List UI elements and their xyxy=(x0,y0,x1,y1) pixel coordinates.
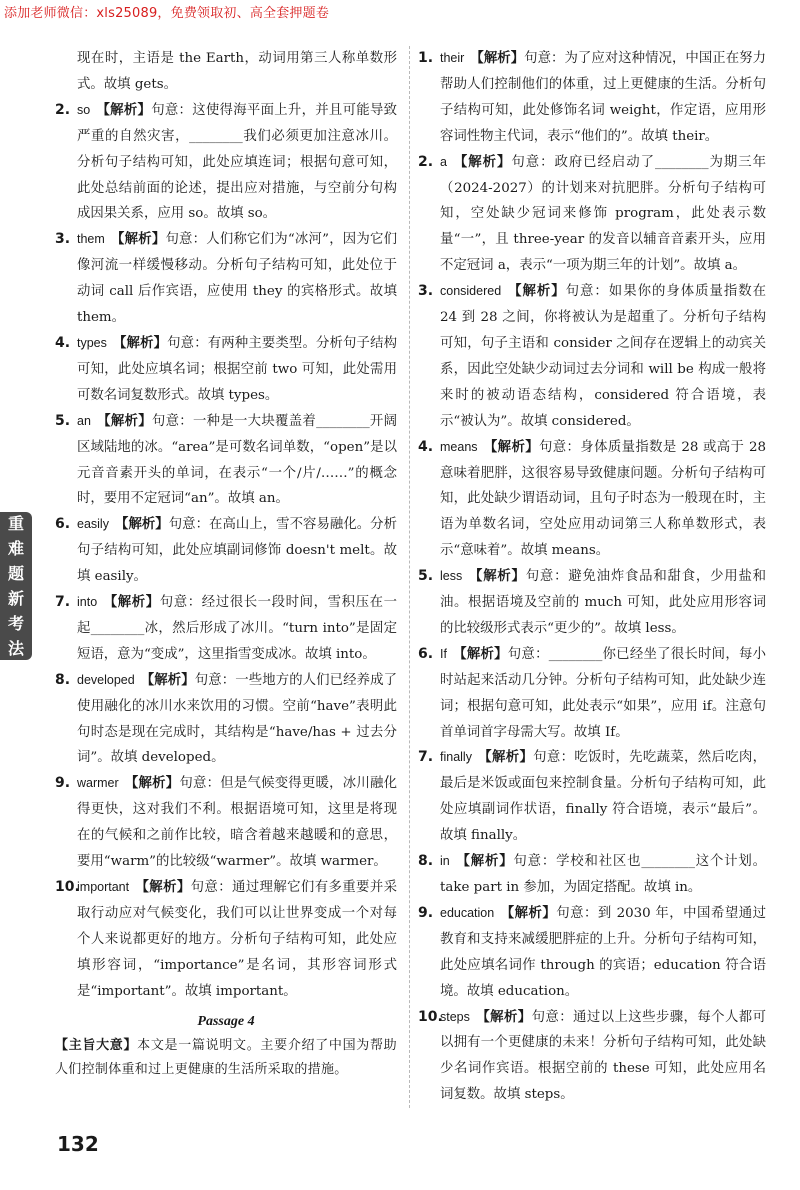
item-number: 9. xyxy=(418,904,434,921)
answer-word: so xyxy=(77,102,91,117)
answer-word: less xyxy=(440,569,463,584)
analysis-text: 句意：为了应对这种情况，中国正在努力帮助人们控制他们的体重，过上更健康的生活。分析句子结构可知，此处修饰名词 weight，作定语，应用形容词性物主代词，表示“他们的”。故填 their。 xyxy=(440,51,767,144)
analysis-text: 句意：有两种主要类型。分析句子结构可知，此处应填名词；根据空前 two 可知，此处需用可数名词复数形式。故填 types。 xyxy=(77,335,398,403)
analysis-tag: 【解析】 xyxy=(96,101,152,118)
column-divider xyxy=(409,46,410,1108)
analysis-text: 句意：吃饭时，先吃蔬菜，然后吃肉，最后是米饭或面包来控制食量。分析句子结构可知，此处应填副词作状语，finally 符合语境，表示“最后”。故填 finally。 xyxy=(440,750,767,844)
answer-item xyxy=(418,849,766,901)
continued-explanation xyxy=(55,46,397,98)
side-tab-char: 法 xyxy=(7,639,24,658)
answer-word: them xyxy=(77,232,105,247)
right-column xyxy=(418,46,766,1108)
side-tab-char: 考 xyxy=(7,614,24,633)
item-number: 2. xyxy=(418,153,434,170)
answer-item xyxy=(418,642,766,746)
analysis-text: 句意：政府已经启动了________为期三年（2024-2027）的计划来对抗肥胖。分析句子结构可知，空处缺少冠词来修饰 program，此处表示数量“一”，且 three-year 的发音以辅音音素开头，应用不定冠词 a，表示“一项为期三年的计划”。故填 a。 xyxy=(440,154,767,274)
analysis-tag: 【解析】 xyxy=(110,231,166,248)
answer-word: warmer xyxy=(77,776,119,791)
item-number: 5. xyxy=(418,568,434,585)
side-tab-char: 题 xyxy=(7,564,24,583)
item-number: 6. xyxy=(418,645,434,662)
continued-text: 现在时，主语是 the Earth，动词用第三人称单数形式。故填 gets。 xyxy=(77,51,397,92)
analysis-tag: 【解析】 xyxy=(483,438,539,455)
summary-block xyxy=(55,1034,397,1082)
answer-item xyxy=(55,668,397,772)
summary-paragraph xyxy=(55,1034,397,1082)
answer-word: an xyxy=(77,413,91,428)
item-number: 4. xyxy=(55,334,71,351)
item-number: 3. xyxy=(418,283,434,300)
answer-word: developed xyxy=(77,672,135,687)
answer-item xyxy=(418,279,766,434)
summary-text: 本文是一篇说明文。主要介绍了中国为帮助人们控制体重和过上更健康的生活所采取的措施。 xyxy=(55,1038,397,1078)
answer-word: finally xyxy=(440,750,472,765)
item-number: 8. xyxy=(55,671,71,688)
answer-word: easily xyxy=(77,517,109,532)
analysis-tag: 【解析】 xyxy=(470,50,525,66)
side-tab-char: 难 xyxy=(7,539,24,558)
analysis-tag: 【解析】 xyxy=(135,879,191,895)
answer-item xyxy=(418,435,766,565)
analysis-text: 句意：到 2030 年，中国希望通过教育和支持来减缓肥胖症的上升。分析句子结构可知，此处应填名词作 through 的宾语；education 符合语境。故填 education。 xyxy=(440,905,766,999)
analysis-text: 句意：人们称它们为“冰河”，因为它们像河流一样缓慢移动。分析句子结构可知，此处位于动词 call 后作宾语，应使用 they 的宾格形式。故填 them。 xyxy=(77,232,397,326)
item-number: 5. xyxy=(55,412,71,429)
analysis-text: 句意：但是气候变得更暖，冰川融化得更快，这对我们不利。根据语境可知，这里是将现在的气候和之前作比较，暗含着越来越暖和的意思，要用“warm”的比较级“warmer”。故填 warmer。 xyxy=(77,776,398,870)
summary-tag: 【主旨大意】 xyxy=(55,1038,138,1054)
answer-item xyxy=(418,46,766,150)
answer-item xyxy=(55,331,397,409)
answer-word: considered xyxy=(440,284,502,299)
answer-word: means xyxy=(440,439,478,454)
page-number: 132 xyxy=(57,1132,99,1156)
analysis-tag: 【解析】 xyxy=(140,671,195,688)
analysis-tag: 【解析】 xyxy=(507,283,566,300)
answer-item xyxy=(55,590,397,668)
analysis-tag: 【解析】 xyxy=(475,1008,532,1025)
analysis-text: 句意：如果你的身体质量指数在 24 到 28 之间，你将被认为是超重了。分析句子结构可知，句子主语和 consider 之间存在逻辑上的动宾关系，因此空处缺少动词过去分词和 will be 构成一般将来时的被动语态结构，considered 符合语境，表示“被认为”。故填 considered。 xyxy=(440,284,767,429)
answer-item xyxy=(55,512,397,590)
analysis-tag: 【解析】 xyxy=(112,334,168,351)
side-tab-char: 新 xyxy=(7,589,24,608)
answer-item xyxy=(55,98,397,228)
item-number: 8. xyxy=(418,853,434,870)
answer-word: in xyxy=(440,854,450,869)
analysis-text: 句意：一些地方的人们已经养成了使用融化的冰川水来饮用的习惯。空前“have”表明此句时态是现在完成时，其结构是“have/has + 过去分词”。故填 developed。 xyxy=(77,672,398,766)
answer-word: into xyxy=(77,595,98,610)
analysis-tag: 【解析】 xyxy=(114,516,169,533)
answer-item xyxy=(418,745,766,849)
answer-word: education xyxy=(440,905,495,920)
analysis-tag: 【解析】 xyxy=(452,153,512,170)
analysis-text: 句意：身体质量指数是 28 或高于 28 意味着肥胖，这很容易导致健康问题。分析句子结构可知，此处缺少谓语动词，且句子时态为一般现在时，主语为单数名词，空处应用动词第三人称单数形式，表示“意味着”。故填 means。 xyxy=(440,439,766,559)
analysis-text: 句意：避免油炸食品和甜食，少用盐和油。根据语境及空前的 much 可知，此处应用形容词的比较级形式表示“更少的”。故填 less。 xyxy=(440,569,767,636)
item-number: 7. xyxy=(55,594,71,611)
passage-title: Passage 4 xyxy=(197,1013,255,1029)
answer-item xyxy=(418,1005,766,1109)
answer-item xyxy=(418,150,766,280)
analysis-tag: 【解析】 xyxy=(477,749,534,766)
item-number: 7. xyxy=(418,749,434,766)
item-number: 6. xyxy=(55,516,71,533)
analysis-text: 句意：通过以上这些步骤，每个人都可以拥有一个更健康的未来！分析句子结构可知，此处缺少名词作宾语。根据空前的 these 可知，此处应用名词复数。故填 steps。 xyxy=(440,1009,767,1103)
watermark-banner: 添加老师微信：xls25089，免费领取初、高全套押题卷 xyxy=(4,6,330,21)
analysis-text: 句意：________你已经坐了很长时间，每小时站起来活动几分钟。分析句子结构可知，此处缺少连词；根据句意可知，此处表示“如果”，应用 if。注意句首单词首字母需大写。故填 If。 xyxy=(440,646,766,740)
analysis-tag: 【解析】 xyxy=(96,412,152,429)
analysis-tag: 【解析】 xyxy=(103,594,160,611)
item-number: 3. xyxy=(55,231,71,248)
analysis-tag: 【解析】 xyxy=(468,568,526,585)
answer-item xyxy=(418,564,766,642)
answer-item xyxy=(418,901,766,1005)
answer-item xyxy=(55,875,397,1005)
section-side-tab xyxy=(0,512,32,660)
analysis-text: 句意：通过理解它们有多重要并采取行动应对气候变化，我们可以让世界变成一个对每个人来说都更好的地方。分析句子结构可知，此处应填形容词，“importance”是名词，其形容词形式是“important”。故填 important。 xyxy=(77,880,398,999)
answer-word: If xyxy=(440,646,447,661)
answer-item xyxy=(55,409,397,513)
answer-word: their xyxy=(440,51,465,65)
side-tab-char: 重 xyxy=(7,514,24,533)
answer-word: a xyxy=(440,154,447,169)
analysis-tag: 【解析】 xyxy=(455,853,514,870)
item-number: 2. xyxy=(55,101,71,118)
analysis-tag: 【解析】 xyxy=(124,775,180,792)
analysis-tag: 【解析】 xyxy=(452,645,508,662)
analysis-text: 句意：在高山上，雪不容易融化。分析句子结构可知，此处应填副词修饰 doesn't melt。故填 easily。 xyxy=(77,517,398,585)
answer-word: steps xyxy=(440,1009,470,1024)
analysis-tag: 【解析】 xyxy=(500,904,557,921)
left-column xyxy=(55,46,397,1082)
analysis-text: 句意：一种是一大块覆盖着________开阔区域陆地的冰。“area”是可数名词单数，“open”是以元音音素开头的单词，在表示“一个/片/……”的概念时，要用不定冠词“an”。故填 an。 xyxy=(77,413,398,507)
item-number: 10. xyxy=(418,1008,443,1025)
analysis-text: 句意：学校和社区也________这个计划。take part in 参加，为固定搭配。故填 in。 xyxy=(440,854,766,895)
item-number: 4. xyxy=(418,438,434,455)
answer-word: important xyxy=(77,880,130,894)
item-number: 10. xyxy=(55,879,80,895)
answer-item xyxy=(55,771,397,875)
item-number: 1. xyxy=(418,50,434,66)
analysis-text: 句意：经过很长一段时间，雪积压在一起________冰，然后形成了冰川。“turn into”是固定短语，意为“变成”，这里指雪变成冰。故填 into。 xyxy=(77,595,398,662)
answer-word: types xyxy=(77,335,107,350)
analysis-text: 句意：这使得海平面上升，并且可能导致严重的自然灾害，________我们必须更加注意冰川。分析句子结构可知，此处应填连词；根据句意可知，此处总结前面的论述，提出应对措施，与空前分句构成因果关系，应用 so。故填 so。 xyxy=(77,102,398,222)
item-number: 9. xyxy=(55,775,71,792)
answer-item xyxy=(55,227,397,331)
